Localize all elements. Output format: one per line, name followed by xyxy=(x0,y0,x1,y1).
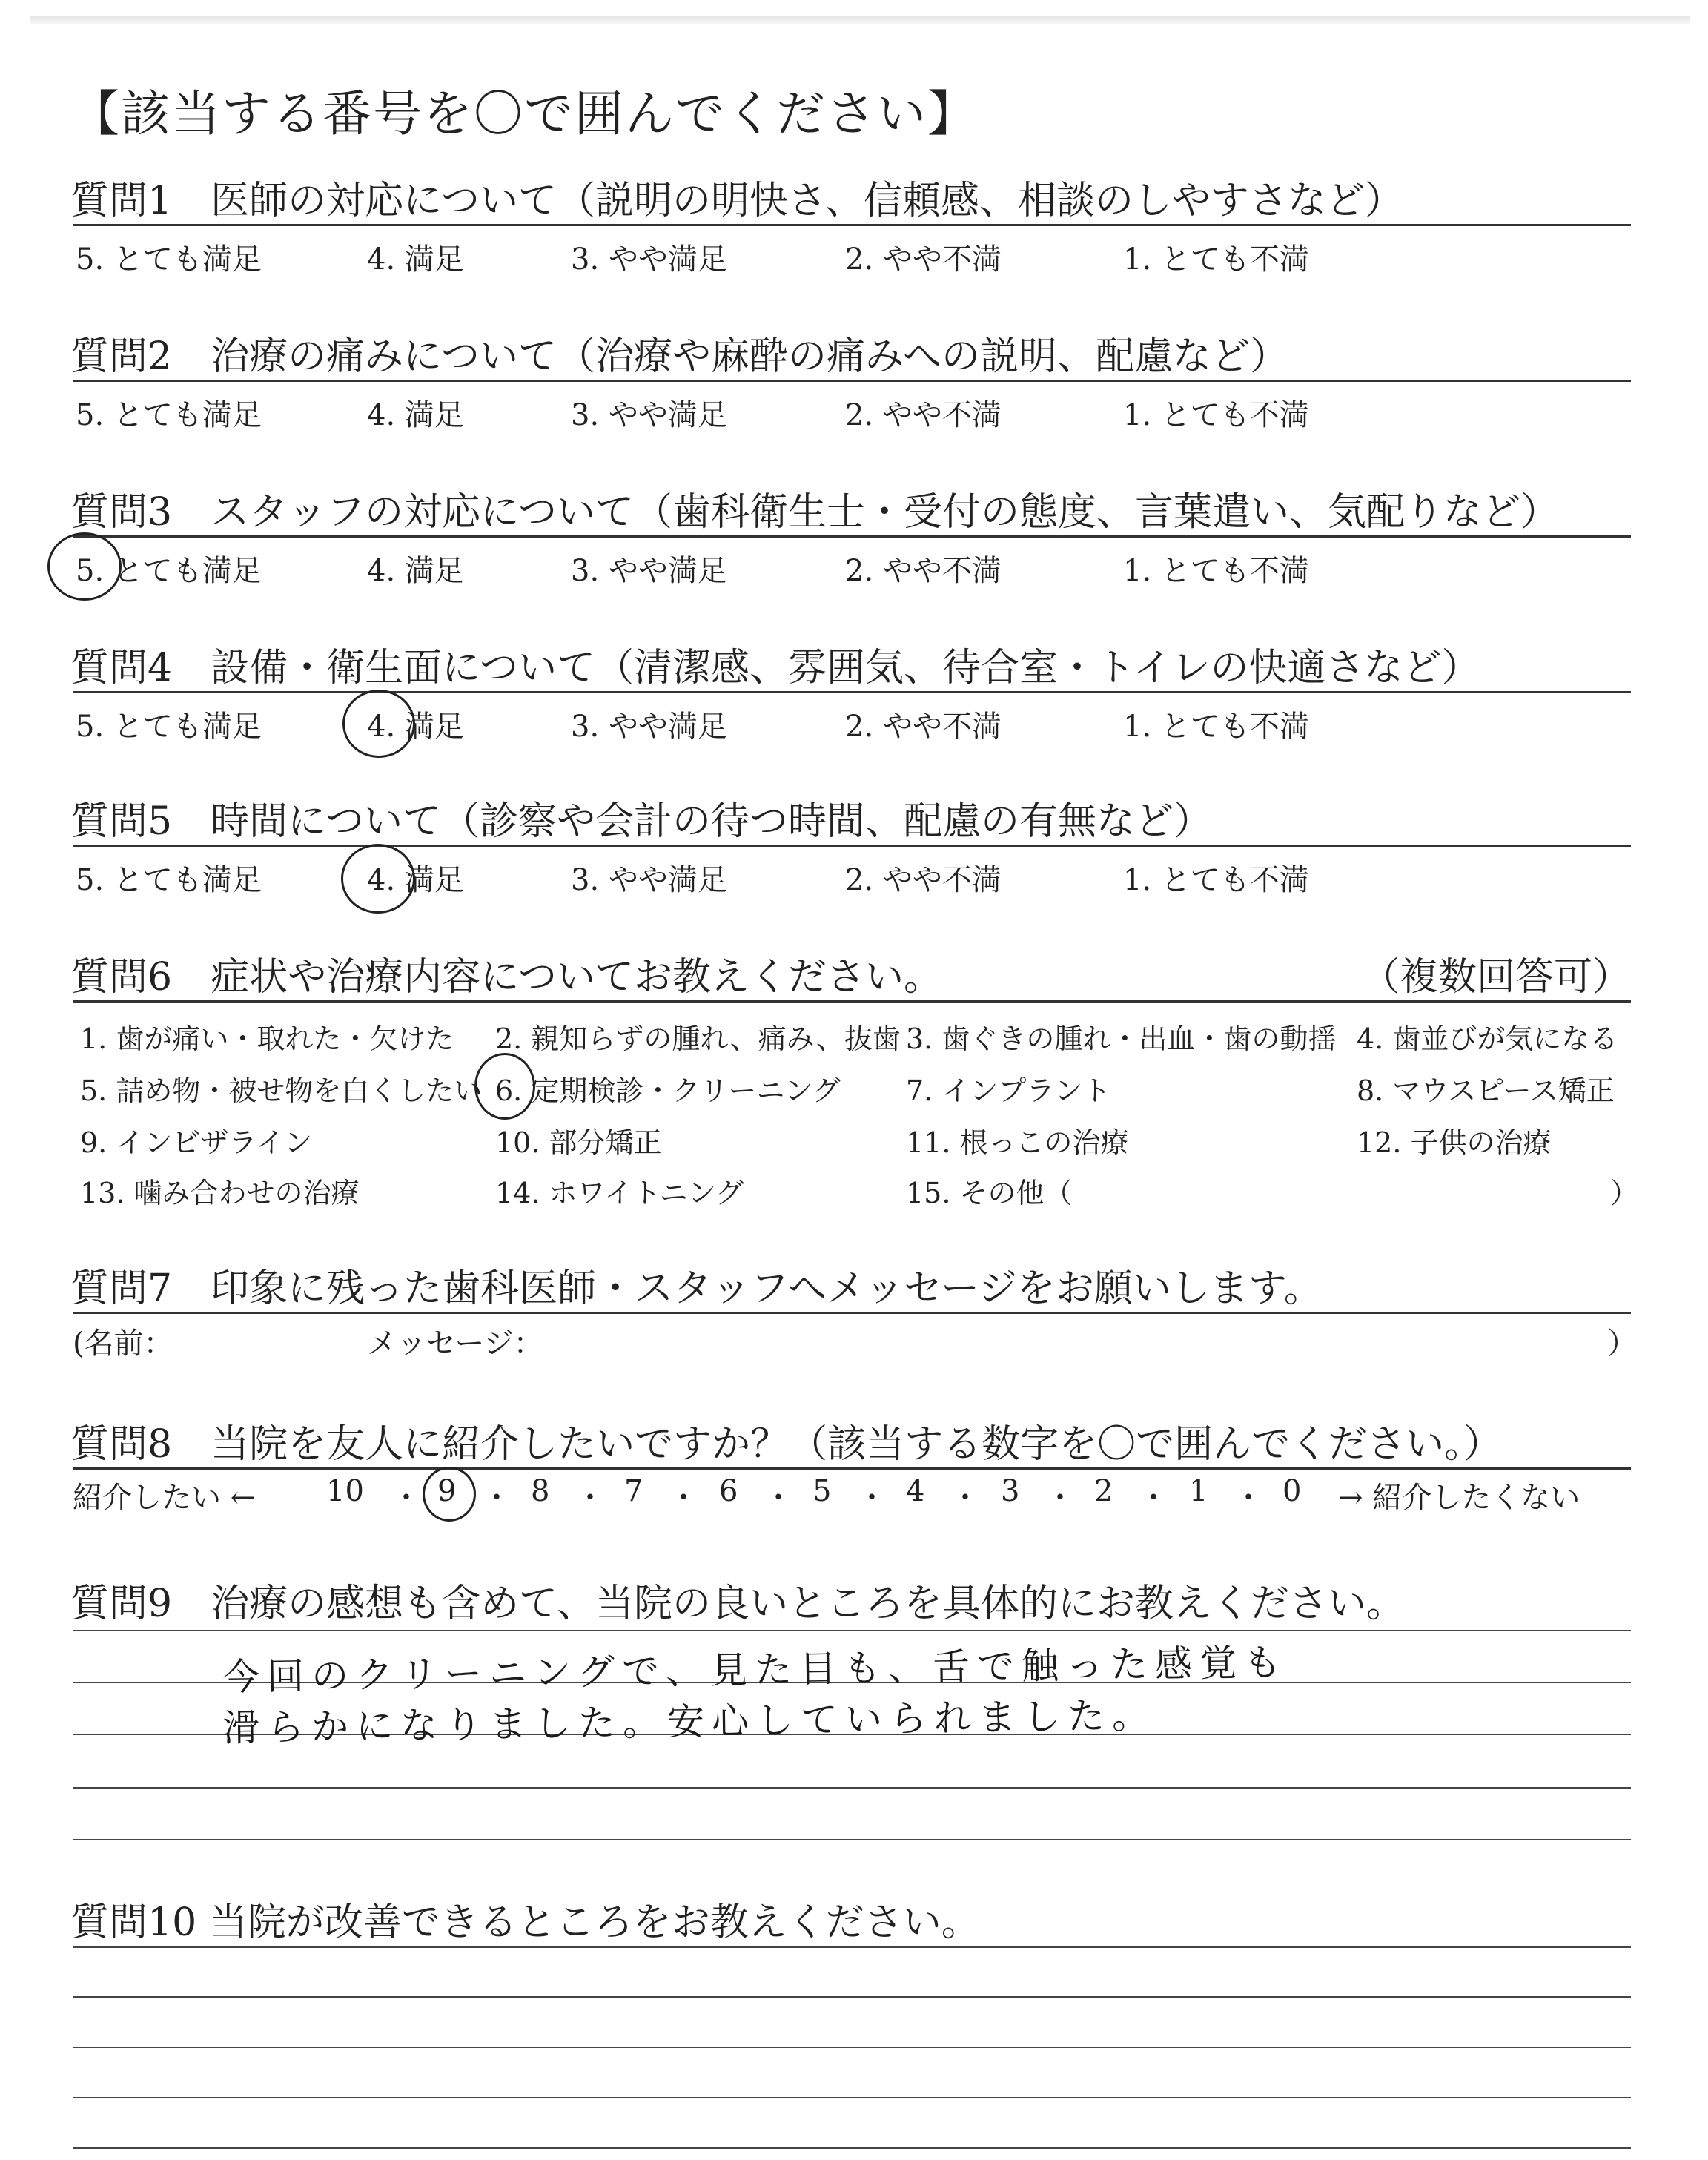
q6-item-1[interactable]: 1. 歯が痛い・取れた・欠けた xyxy=(80,1023,454,1055)
q7-close-paren: ） xyxy=(1607,1327,1637,1361)
q6-item-10[interactable]: 10. 部分矯正 xyxy=(495,1126,662,1159)
q4-option-2[interactable]: 2. やや不満 xyxy=(845,710,1002,744)
question-2: 質問2 治療の痛みについて（治療や麻酔の痛みへの説明、配慮など） xyxy=(70,334,1289,379)
q4-option-4[interactable]: 4. 満足 xyxy=(367,710,464,744)
q2-option-1[interactable]: 1. とても不満 xyxy=(1123,398,1309,432)
q3-option-5[interactable]: 5. とても満足 xyxy=(76,554,262,588)
q10-writing-line xyxy=(73,2047,1631,2048)
q4-option-3[interactable]: 3. やや満足 xyxy=(571,710,727,744)
q7-name-label: (名前： xyxy=(73,1327,173,1361)
q8-number-6[interactable]: 6 xyxy=(719,1474,738,1508)
question-4: 質問4 設備・衛生面について（清潔感、雰囲気、待合室・トイレの快適さなど） xyxy=(70,646,1480,690)
q8-dot: ・ xyxy=(669,1481,698,1515)
q8-dot: ・ xyxy=(950,1481,980,1515)
question-10: 質問10 当院が改善できるところをお教えください。 xyxy=(70,1900,980,1945)
q8-number-3[interactable]: 3 xyxy=(1001,1474,1020,1508)
page-title: 【該当する番号を〇で囲んでください】 xyxy=(70,85,978,142)
q5-option-2[interactable]: 2. やや不満 xyxy=(845,863,1002,897)
q9-writing-line xyxy=(73,1630,1631,1631)
q6-item-8[interactable]: 8. マウスピース矯正 xyxy=(1357,1074,1615,1107)
q5-option-4[interactable]: 4. 満足 xyxy=(367,863,464,897)
q8-dot: ・ xyxy=(857,1481,887,1515)
q2-option-3[interactable]: 3. やや満足 xyxy=(571,398,727,432)
q1-option-2[interactable]: 2. やや不満 xyxy=(845,242,1002,277)
q6-item-12[interactable]: 12. 子供の治療 xyxy=(1357,1126,1552,1159)
q8-number-10[interactable]: 10 xyxy=(326,1474,364,1508)
q8-number-1[interactable]: 1 xyxy=(1189,1474,1208,1508)
q1-option-5[interactable]: 5. とても満足 xyxy=(76,242,262,277)
q10-writing-line xyxy=(73,1996,1631,1998)
q4-option-5[interactable]: 5. とても満足 xyxy=(76,710,262,744)
question-2-rule xyxy=(73,380,1631,382)
q6-item-3[interactable]: 3. 歯ぐきの腫れ・出血・歯の動揺 xyxy=(906,1023,1337,1055)
q8-right-label: → 紹介したくない xyxy=(1338,1481,1580,1515)
q1-option-4[interactable]: 4. 満足 xyxy=(367,242,464,277)
q8-left-label: 紹介したい ← xyxy=(73,1481,256,1515)
q8-dot: ・ xyxy=(1139,1481,1168,1515)
q3-selection-circle xyxy=(47,532,122,601)
q6-item-2[interactable]: 2. 親知らずの腫れ、痛み、抜歯 xyxy=(495,1023,901,1055)
q6-item-7[interactable]: 7. インプラント xyxy=(906,1074,1111,1107)
q5-option-3[interactable]: 3. やや満足 xyxy=(571,863,727,897)
question-1: 質問1 医師の対応について（説明の明快さ、信頼感、相談のしやすさなど） xyxy=(70,179,1403,223)
question-5-rule xyxy=(73,845,1631,847)
q8-dot: ・ xyxy=(575,1481,605,1515)
q5-option-1[interactable]: 1. とても不満 xyxy=(1123,863,1309,897)
question-7: 質問7 印象に残った歯科医師・スタッフへメッセージをお願いします。 xyxy=(70,1266,1323,1311)
question-5: 質問5 時間について（診察や会計の待つ時間、配慮の有無など） xyxy=(70,799,1213,844)
q8-dot: ・ xyxy=(391,1481,421,1515)
q8-number-9[interactable]: 9 xyxy=(437,1474,457,1508)
q4-selection-circle xyxy=(342,690,415,758)
q8-number-5[interactable]: 5 xyxy=(812,1474,832,1508)
q1-option-3[interactable]: 3. やや満足 xyxy=(571,242,727,277)
q4-option-1[interactable]: 1. とても不満 xyxy=(1123,710,1309,744)
q8-number-0[interactable]: 0 xyxy=(1282,1474,1302,1508)
q8-number-4[interactable]: 4 xyxy=(906,1474,925,1508)
q8-selection-circle xyxy=(423,1467,476,1522)
question-1-rule xyxy=(73,224,1631,226)
q9-writing-line xyxy=(73,1839,1631,1840)
q2-option-4[interactable]: 4. 満足 xyxy=(367,398,464,432)
q9-writing-line xyxy=(73,1787,1631,1789)
scan-top-edge xyxy=(30,16,1690,24)
q6-item-11[interactable]: 11. 根っこの治療 xyxy=(906,1126,1129,1159)
q7-message-label: メッセージ： xyxy=(367,1327,543,1361)
q5-option-5[interactable]: 5. とても満足 xyxy=(76,863,262,897)
q6-item-5[interactable]: 5. 詰め物・被せ物を白くしたい xyxy=(80,1074,483,1107)
question-4-rule xyxy=(73,691,1631,693)
q9-handwritten-line-1: 今回のクリーニングで、見た目も、舌で触った感覚も xyxy=(222,1640,1289,1700)
q6-item-9[interactable]: 9. インビザライン xyxy=(80,1126,313,1159)
q3-option-4[interactable]: 4. 満足 xyxy=(367,554,464,588)
question-7-rule xyxy=(73,1312,1631,1314)
q10-writing-line xyxy=(73,1946,1631,1948)
q8-dot: ・ xyxy=(764,1481,793,1515)
q2-option-2[interactable]: 2. やや不満 xyxy=(845,398,1002,432)
question-6-rule xyxy=(73,1000,1631,1003)
q6-item-13[interactable]: 13. 噛み合わせの治療 xyxy=(80,1177,360,1209)
q6-item-14[interactable]: 14. ホワイトニング xyxy=(495,1177,744,1209)
q6-item-6[interactable]: 6. 定期検診・クリーニング xyxy=(495,1074,841,1107)
q8-dot: ・ xyxy=(1234,1481,1263,1515)
q3-option-3[interactable]: 3. やや満足 xyxy=(571,554,727,588)
question-8: 質問8 当院を友人に紹介したいですか？（該当する数字を〇で囲んでください。） xyxy=(70,1422,1503,1467)
question-3: 質問3 スタッフの対応について（歯科衛生士・受付の態度、言葉遣い、気配りなど） xyxy=(70,490,1560,535)
q6-selection-circle xyxy=(474,1053,535,1120)
question-6: 質問6 症状や治療内容についてお教えください。 xyxy=(70,955,943,1000)
question-6-note: （複数回答可） xyxy=(1361,955,1632,1000)
question-8-rule xyxy=(73,1467,1631,1470)
q3-option-1[interactable]: 1. とても不満 xyxy=(1123,554,1309,588)
q9-handwritten-line-2: 滑らかになりました。安心していられました。 xyxy=(222,1694,1157,1750)
q6-item-4[interactable]: 4. 歯並びが気になる xyxy=(1357,1023,1618,1055)
q8-dot: ・ xyxy=(482,1481,512,1515)
q2-option-5[interactable]: 5. とても満足 xyxy=(76,398,262,432)
q10-writing-line xyxy=(73,2097,1631,2098)
q5-selection-circle xyxy=(341,844,415,914)
question-3-rule xyxy=(73,535,1631,538)
q6-item-15[interactable]: 15. その他（ xyxy=(906,1177,1073,1209)
q10-writing-line xyxy=(73,2147,1631,2149)
q8-dot: ・ xyxy=(1045,1481,1075,1515)
question-9: 質問9 治療の感想も含めて、当院の良いところを具体的にお教えください。 xyxy=(70,1582,1406,1626)
q8-number-2[interactable]: 2 xyxy=(1094,1474,1113,1508)
q3-option-2[interactable]: 2. やや不満 xyxy=(845,554,1002,588)
q6-item-15-close-paren: ） xyxy=(1610,1177,1639,1209)
q8-number-7[interactable]: 7 xyxy=(624,1474,643,1508)
q1-option-1[interactable]: 1. とても不満 xyxy=(1123,242,1309,277)
q8-number-8[interactable]: 8 xyxy=(531,1474,550,1508)
